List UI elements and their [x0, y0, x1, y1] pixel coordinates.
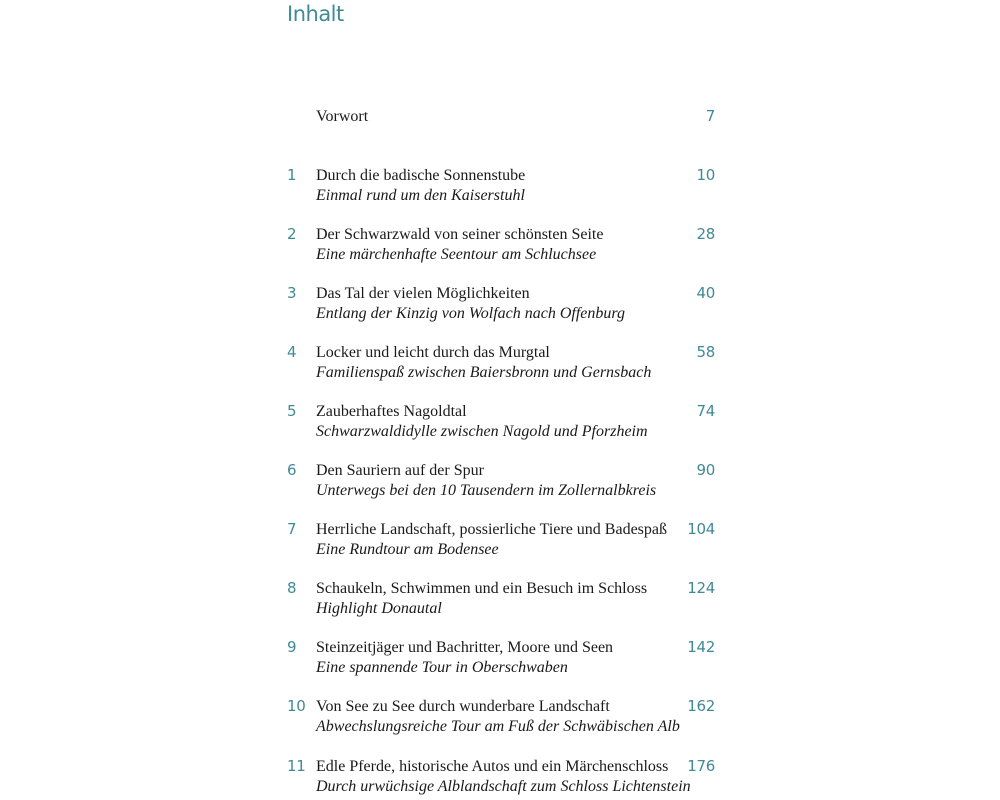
chapter-page-number: 28 [696, 225, 715, 243]
preface-title: Vorwort [316, 108, 369, 125]
chapter-subtitle: Abwechslungsreiche Tour am Fuß der Schwäbischen Alb [316, 718, 680, 735]
chapter-subtitle: Einmal rund um den Kaiserstuhl [316, 187, 525, 204]
chapter-number: 4 [287, 343, 297, 361]
chapter-title: Den Sauriern auf der Spur [316, 462, 484, 479]
chapter-number: 8 [287, 579, 297, 597]
chapter-page-number: 124 [687, 579, 715, 597]
chapter-number: 2 [287, 225, 297, 243]
chapter-subtitle: Unterwegs bei den 10 Tausendern im Zollernalbkreis [316, 482, 657, 499]
chapter-number: 9 [287, 638, 297, 656]
chapter-title: Durch die badische Sonnenstube [316, 167, 526, 184]
chapter-subtitle: Durch urwüchsige Alblandschaft zum Schloss Lichtenstein [316, 778, 691, 795]
chapter-subtitle: Eine märchenhafte Seentour am Schluchsee [316, 246, 597, 263]
chapter-number: 10 [287, 697, 306, 715]
chapter-page-number: 10 [696, 166, 715, 184]
chapter-page-number: 90 [696, 461, 715, 479]
chapter-subtitle: Eine Rundtour am Bodensee [316, 541, 499, 558]
chapter-page-number: 162 [687, 697, 715, 715]
chapter-title: Zauberhaftes Nagoldtal [316, 403, 467, 420]
chapter-number: 3 [287, 284, 297, 302]
chapter-title: Von See zu See durch wunderbare Landschaft [316, 698, 610, 715]
preface-page-number: 7 [705, 107, 715, 125]
chapter-title: Steinzeitjäger und Bachritter, Moore und Seen [316, 639, 614, 656]
chapter-page-number: 40 [696, 284, 715, 302]
chapter-page-number: 176 [687, 757, 715, 775]
chapter-subtitle: Schwarzwaldidylle zwischen Nagold und Pforzheim [316, 423, 648, 440]
chapter-subtitle: Familienspaß zwischen Baiersbronn und Gernsbach [316, 364, 652, 381]
chapter-number: 6 [287, 461, 297, 479]
chapter-page-number: 142 [687, 638, 715, 656]
chapter-title: Herrliche Landschaft, possierliche Tiere und Badespaß [316, 521, 668, 538]
chapter-title: Das Tal der vielen Möglichkeiten [316, 285, 530, 302]
chapter-title: Locker und leicht durch das Murgtal [316, 344, 550, 361]
chapter-page-number: 74 [696, 402, 715, 420]
chapter-subtitle: Entlang der Kinzig von Wolfach nach Offenburg [316, 305, 626, 322]
chapter-number: 1 [287, 166, 297, 184]
page-title: Inhalt [287, 2, 344, 26]
chapter-title: Der Schwarzwald von seiner schönsten Seite [316, 226, 604, 243]
chapter-subtitle: Eine spannende Tour in Oberschwaben [316, 659, 568, 676]
chapter-number: 11 [287, 757, 306, 775]
chapter-title: Schaukeln, Schwimmen und ein Besuch im Schloss [316, 580, 648, 597]
chapter-subtitle: Highlight Donautal [316, 600, 442, 617]
chapter-page-number: 104 [687, 520, 715, 538]
chapter-number: 5 [287, 402, 297, 420]
chapter-title: Edle Pferde, historische Autos und ein Märchenschloss [316, 758, 669, 775]
chapter-number: 7 [287, 520, 297, 538]
chapter-page-number: 58 [696, 343, 715, 361]
